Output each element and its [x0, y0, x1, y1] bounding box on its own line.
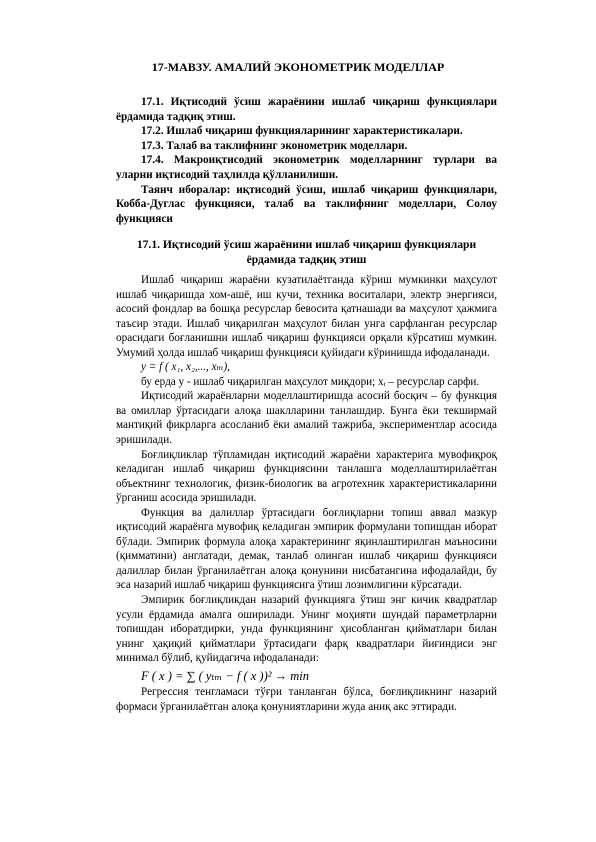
paragraph: Ишлаб чиқариш жараёни кузатилаётганда кўриш мумкинки маҳсулот ишлаб чиқаришда хом-ашё, иш кучи, техника воситалари, электр энергияси, асосий фондлар ва бошқа ресурслар бевосита қатнашади ва маҳсулот ҳажмига таъсир этади. Ишлаб чиқарилган маҳсулот билан унга сарфланган ресурслар орасидаги боғланишни ишлаб чиқариш функцияси орқали кўрсатиш мумкин. Умумий ҳолда ишлаб чиқариш функцияси қуйидаги кўринишда ифодаланади. — [116, 274, 497, 359]
section-heading — [116, 238, 497, 267]
section-body — [116, 273, 497, 714]
page-title: 17-МАВЗУ. АМАЛИЙ ЭКОНОМЕТРИК МОДЕЛЛАР — [151, 60, 445, 74]
outline-item: 17.4. Макроиқтисодий эконометрик моделларнинг турлари ва уларни иқтисодий таҳлилда қўлланилиши. — [116, 154, 497, 181]
paragraph: Регрессия тенгламаси тўғри танланган бўлса, боғлиқликнинг назарий формаси ўрганилаётган алоқа қонуниятларини жуда аниқ акс эттиради. — [116, 686, 497, 713]
outline-item: 17.1. Иқтисодий ўсиш жараёнини ишлаб чиқариш функциялари ёрдамида тадқиқ этиш. — [116, 96, 497, 123]
production-function-formula: y = f ( x₁, x₂,..., xₘ), — [141, 361, 230, 374]
paragraph: Эмпирик боғлиқликдан назарий функцияга ўтиш энг кичик квадратлар усули ёрдамида амалга оширилади. Унинг моҳияти шундай параметрларни топишдан иборатдирки, унда функциянинг ҳисобланган қийматлари билан унинг ҳақиқий қийматлари ўртасидаги фарқ квадратлари йиғиндиси энг минимал бўлиб, қуйидагича ифодаланади: — [116, 594, 497, 665]
paragraph: Боғлиқликлар тўпламидан иқтисодий жараёни характерига мувофиқроқ келадиган ишлаб чиқариш функциясини танлашга моделлаштирилаётган объектнинг технологик, физик-биологик ва агротехник характеристикаларини ўрганиш асосида эришилади. — [116, 448, 497, 505]
topic-outline — [116, 95, 497, 226]
formula-legend: бу ерда y - ишлаб чиқарилган маҳсулот миқдори; xᵢ – ресурслар сарфи. — [141, 375, 480, 388]
least-squares-formula: F ( x ) = ∑ ( yₜₘ − f ( x ))² → min — [141, 668, 310, 683]
paragraph: Функция ва далиллар ўртасидаги боғлиқларни топиш аввал мазкур иқтисодий жараёнга мувофиқ келадиган эмпирик формулани топишдан иборат бўлади. Эмпирик формула алоқа характерининг яқинлаштирилган маъносини (қимматини) англатади, демак, танлаб олинган ишлаб чиқариш функцияси далиллар билан ўрганилаётган алоқа қонунини нисбатангина ифодалайди, бу эса назарий ишлаб чиқариш функциясига ўтиш лозимлигини кўрсатади. — [116, 506, 497, 592]
paragraph: Иқтисодий жараёнларни моделлаштиришда асосий босқич – бу функция ва омиллар ўртасидаги алоқа шаклларини танлашдир. Бунга ёки текширмай мантиқий фикрларга асосланиб ёки амалий тажриба, экспериментлар асосида эришилади. — [116, 390, 497, 447]
outline-item: 17.2. Ишлаб чиқариш функцияларининг характеристикалари. — [141, 125, 463, 138]
section-heading-line-2: ёрдамида тадқиқ этиш — [246, 252, 367, 266]
outline-item: 17.3. Талаб ва таклифнинг эконометрик моделлари. — [141, 139, 408, 152]
key-terms: Таянч иборалар: иқтисодий ўсиш, ишлаб чиқариш функциялари, Кобба-Дуглас функцияси, талаб ва таклифнинг моделлари, Солоу функцияси — [116, 183, 497, 225]
section-heading-line-1: 17.1. Иқтисодий ўсиш жараёнини ишлаб чиқариш функциялари — [136, 238, 477, 251]
